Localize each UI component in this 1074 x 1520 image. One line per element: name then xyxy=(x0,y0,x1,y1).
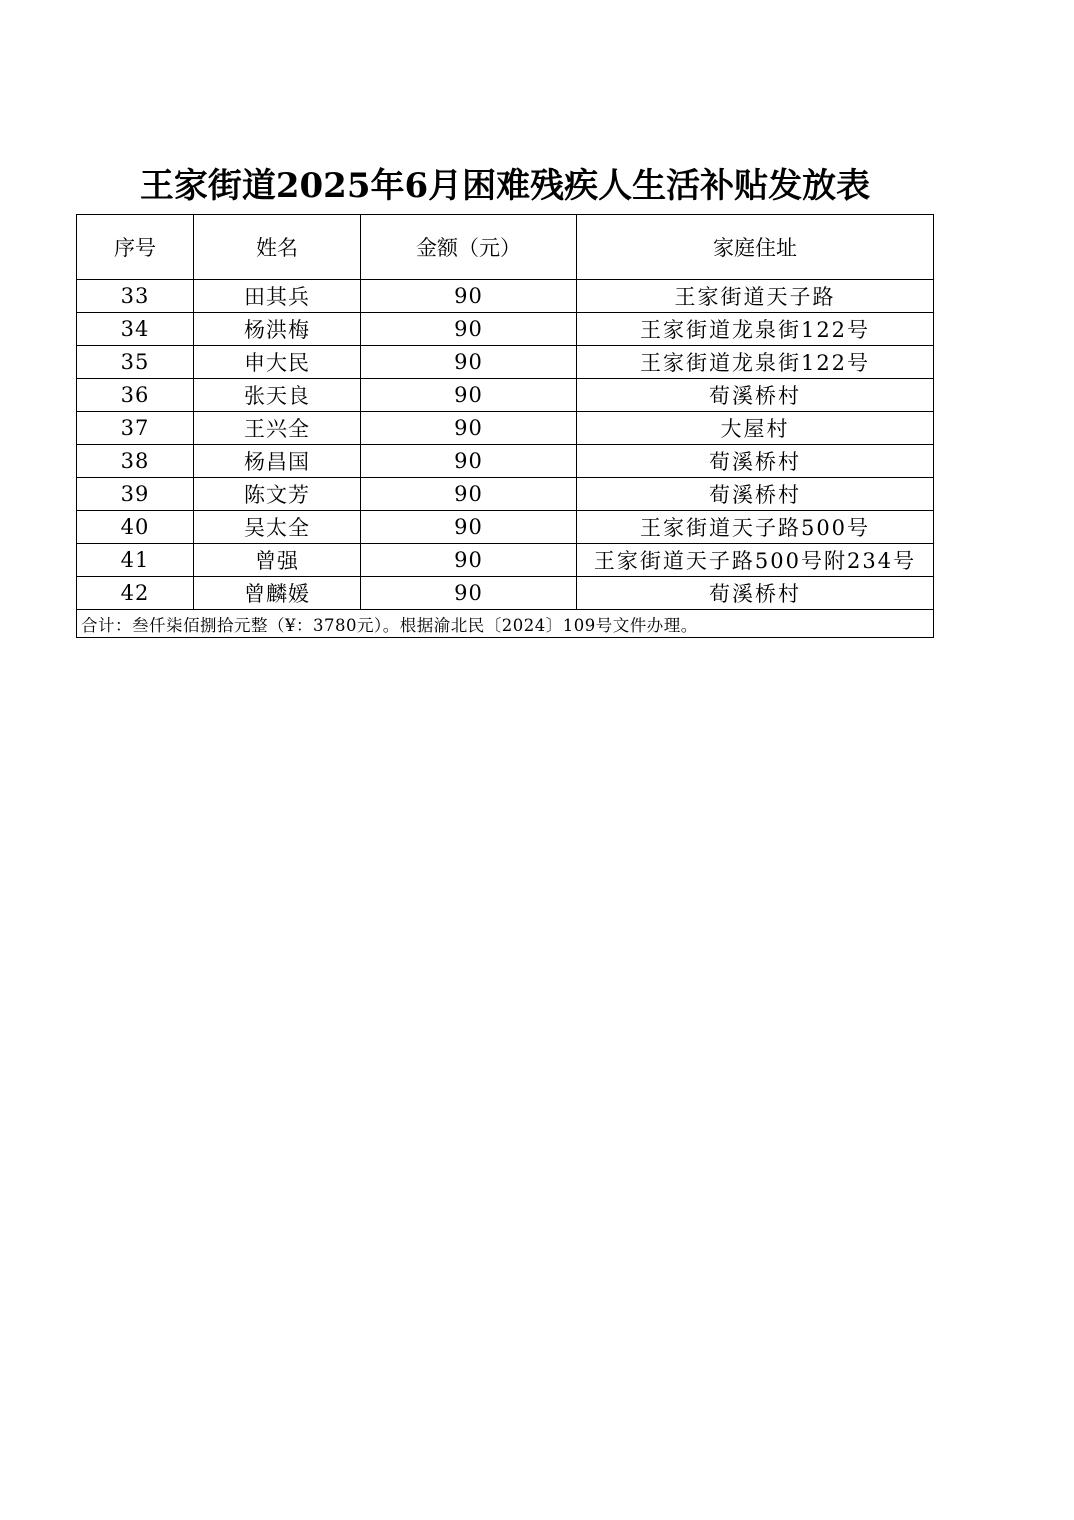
cell-amount: 90 xyxy=(361,445,577,478)
cell-no: 36 xyxy=(77,379,194,412)
cell-name: 吴太全 xyxy=(194,511,361,544)
cell-no: 41 xyxy=(77,544,194,577)
header-name: 姓名 xyxy=(194,215,361,280)
cell-address: 荀溪桥村 xyxy=(577,577,934,610)
cell-amount: 90 xyxy=(361,379,577,412)
cell-name: 张天良 xyxy=(194,379,361,412)
cell-no: 39 xyxy=(77,478,194,511)
table-row xyxy=(77,412,934,445)
cell-name: 杨昌国 xyxy=(194,445,361,478)
cell-no: 33 xyxy=(77,280,194,313)
cell-address: 王家街道天子路500号附234号 xyxy=(577,544,934,577)
cell-address: 王家街道龙泉街122号 xyxy=(577,346,934,379)
cell-address: 王家街道天子路500号 xyxy=(577,511,934,544)
cell-address: 大屋村 xyxy=(577,412,934,445)
table-footer-row xyxy=(77,610,934,638)
cell-name: 王兴全 xyxy=(194,412,361,445)
table-row xyxy=(77,379,934,412)
table-row xyxy=(77,280,934,313)
cell-amount: 90 xyxy=(361,313,577,346)
cell-address: 王家街道天子路 xyxy=(577,280,934,313)
cell-name: 申大民 xyxy=(194,346,361,379)
subsidy-table xyxy=(76,214,934,638)
cell-address: 荀溪桥村 xyxy=(577,478,934,511)
total-note: 合计：叁仟柒佰捌拾元整（¥：3780元）。根据渝北民〔2024〕109号文件办理。 xyxy=(77,610,934,638)
cell-amount: 90 xyxy=(361,280,577,313)
header-no: 序号 xyxy=(77,215,194,280)
cell-amount: 90 xyxy=(361,478,577,511)
cell-no: 42 xyxy=(77,577,194,610)
cell-no: 35 xyxy=(77,346,194,379)
header-address: 家庭住址 xyxy=(577,215,934,280)
cell-amount: 90 xyxy=(361,511,577,544)
table-row xyxy=(77,544,934,577)
cell-name: 陈文芳 xyxy=(194,478,361,511)
table-row xyxy=(77,346,934,379)
cell-no: 34 xyxy=(77,313,194,346)
cell-no: 37 xyxy=(77,412,194,445)
cell-amount: 90 xyxy=(361,577,577,610)
document-title: 王家街道2025年6月困难残疾人生活补贴发放表 xyxy=(139,166,871,206)
cell-amount: 90 xyxy=(361,412,577,445)
cell-no: 38 xyxy=(77,445,194,478)
table-row xyxy=(77,511,934,544)
header-amount: 金额（元） xyxy=(361,215,577,280)
cell-name: 杨洪梅 xyxy=(194,313,361,346)
cell-address: 王家街道龙泉街122号 xyxy=(577,313,934,346)
cell-name: 曾强 xyxy=(194,544,361,577)
table-row xyxy=(77,313,934,346)
table-header-row xyxy=(77,215,934,280)
cell-amount: 90 xyxy=(361,544,577,577)
table-row xyxy=(77,478,934,511)
cell-name: 田其兵 xyxy=(194,280,361,313)
cell-name: 曾麟媛 xyxy=(194,577,361,610)
table-row xyxy=(77,577,934,610)
table-row xyxy=(77,445,934,478)
cell-no: 40 xyxy=(77,511,194,544)
cell-address: 荀溪桥村 xyxy=(577,445,934,478)
cell-amount: 90 xyxy=(361,346,577,379)
cell-address: 荀溪桥村 xyxy=(577,379,934,412)
